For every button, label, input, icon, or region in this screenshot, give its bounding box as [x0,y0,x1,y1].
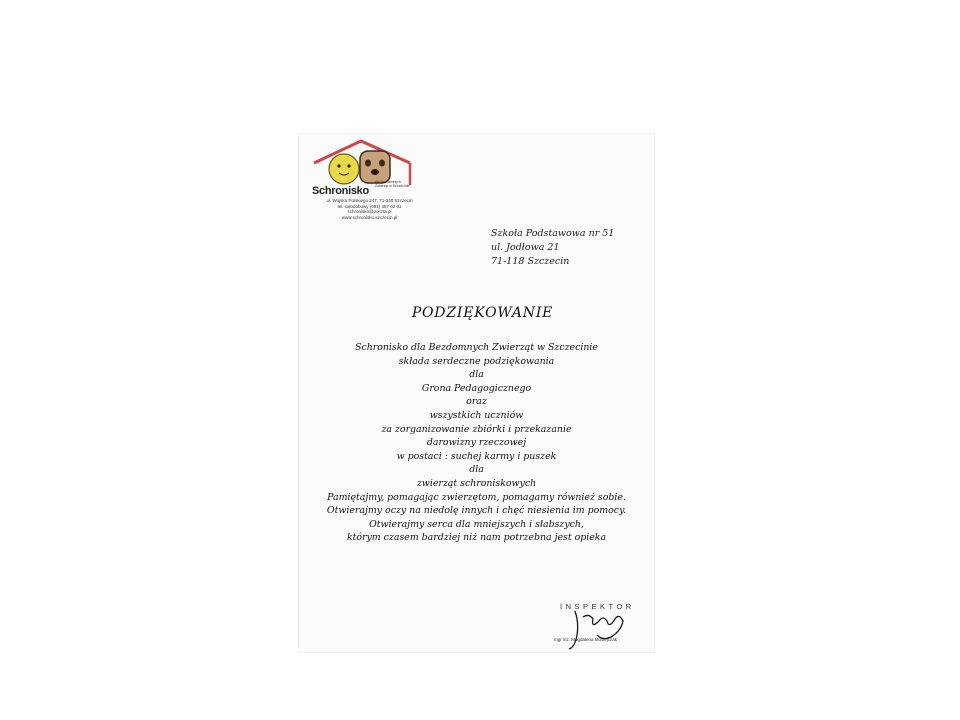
body-line: wszystkich uczniów [429,409,524,421]
recipient-line-2: ul. Jodłowa 21 [491,242,560,253]
letter-body [298,341,655,545]
body-line: w postaci : suchej karmy i puszek [396,450,557,462]
body-line: darowizny rzeczowej [426,437,527,449]
body-line: Pamiętajmy, pomagając zwierzętom, pomagamy również sobie. [327,491,626,503]
body-line: Otwierajmy oczy na niedolę innych i chęć niesienia im pomocy. [326,505,627,517]
body-line: Schronisko dla Bezdomnych Zwierząt w Szczecinie [355,342,598,353]
body-line: dla [469,369,484,381]
recipient-line-3: 71-118 Szczecin [491,256,570,267]
logo-address: ul. Wojska Polskiego 247, 71-340 Szczecin [326,198,413,203]
signature-role: INSPEKTOR [560,602,635,611]
logo-phone: tel. całodobowy (091) 487 02 61 [337,203,402,209]
logo-email: schronisko@poczta.pl [347,209,392,214]
logo-web: www.schronisko.szczecin.pl [341,214,398,220]
body-line: Otwierajmy serca dla mniejszych i słabszych, [369,518,584,530]
body-line: dla [469,464,484,476]
handwritten-signature [563,603,633,653]
logo-name-sub: dla Bezdomnych Zwierząt w Szczecinie [375,180,410,188]
body-line: za zorganizowanie zbiórki i przekazanie [381,423,572,435]
body-line: oraz [466,396,487,408]
letter-title: PODZIĘKOWANIE [411,305,554,321]
logo-text-block [312,179,427,220]
letter-page [298,133,655,653]
recipient-address [491,227,614,269]
recipient-line-1: Szkoła Podstawowa nr 51 [491,228,615,239]
body-line: Grona Pedagogicznego [421,382,532,394]
body-line: składa serdeczne podziękowania [398,355,555,367]
signature-name: mgr inż. Magdalena Mosiejczak [554,637,618,642]
logo-name: Schronisko [312,185,369,197]
body-line: którym czasem bardziej niż nam potrzebna jest opieka [346,532,607,544]
body-line: zwierząt schroniskowych [416,477,537,489]
